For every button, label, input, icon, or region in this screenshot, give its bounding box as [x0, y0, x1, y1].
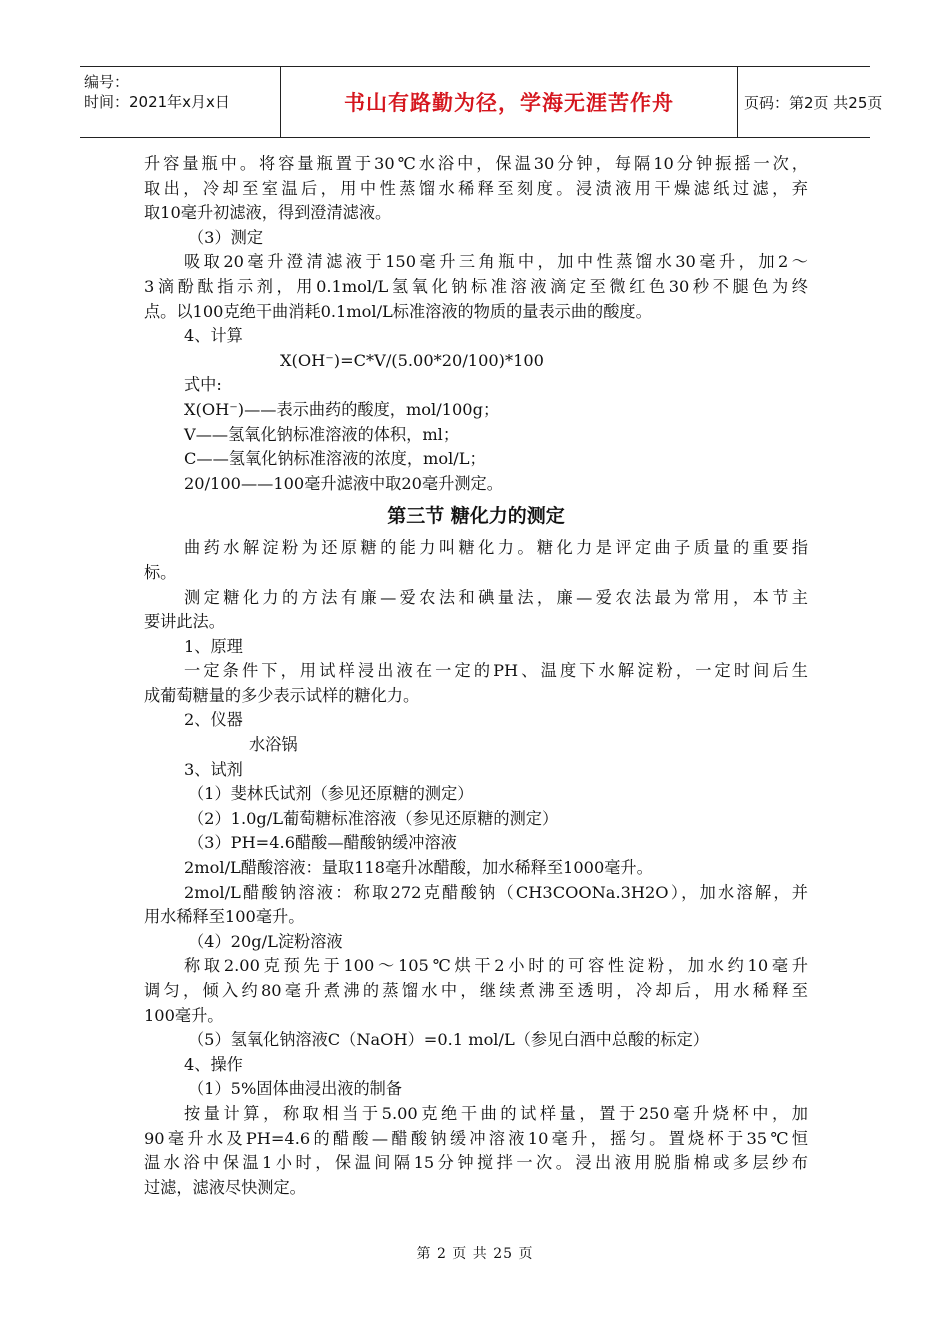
body-line: 测定糖化力的方法有廉—爱农法和碘量法，廉—爱农法最为常用，本节主	[184, 587, 808, 607]
body-line: 取出，冷却至室温后，用中性蒸馏水稀释至刻度。浸渍液用干燥滤纸过滤，弃	[144, 178, 808, 198]
body-line: 要讲此法。	[144, 612, 225, 632]
section-heading: 1、原理	[184, 636, 243, 656]
body-line: 称取2.00克预先于100～105℃烘干2小时的可容性淀粉，加水约10毫升	[184, 956, 808, 976]
body-line: 标。	[144, 562, 177, 582]
body-line: X(OH⁻)——表示曲药的酸度，mol/100g；	[184, 399, 500, 419]
body-line: 100毫升。	[144, 1005, 224, 1025]
body-line: 一定条件下，用试样浸出液在一定的PH、温度下水解淀粉，一定时间后生	[184, 661, 808, 681]
body-line: 曲药水解淀粉为还原糖的能力叫糖化力。糖化力是评定曲子质量的重要指	[184, 538, 808, 558]
body-line: 水浴锅	[249, 735, 298, 755]
header-number-label: 编号：	[84, 73, 130, 91]
section-heading: （3）测定	[188, 227, 264, 247]
body-line: 90毫升水及PH=4.6的醋酸—醋酸钠缓冲溶液10毫升，摇匀。置烧杯于35℃恒	[144, 1128, 808, 1148]
body-line: C——氢氧化钠标准溶液的浓度，mol/L；	[184, 449, 486, 469]
body-line: 式中:	[184, 375, 222, 395]
page-header	[80, 66, 883, 138]
section-heading: 4、操作	[184, 1054, 243, 1074]
body-line: 2mol/L醋酸溶液：量取118毫升冰醋酸，加水稀释至1000毫升。	[184, 858, 653, 878]
header-meta	[80, 67, 280, 137]
page-footer: 第 2 页 共 25 页	[416, 1246, 534, 1262]
body-line: 成葡萄糖量的多少表示试样的糖化力。	[144, 685, 420, 705]
section-heading: 2、仪器	[184, 710, 243, 730]
body-line: 20/100——100毫升滤液中取20毫升测定。	[184, 473, 503, 493]
header-time-label: 时间：2021年x月x日	[84, 93, 230, 111]
body-line: 过滤，滤液尽快测定。	[144, 1177, 306, 1197]
body-line: （3）PH=4.6醋酸—醋酸钠缓冲溶液	[188, 833, 457, 853]
body-line: 用水稀释至100毫升。	[144, 907, 305, 927]
body-line: 3滴酚酞指示剂，用0.1mol/L氢氧化钠标准溶液滴定至微红色30秒不腿色为终	[144, 276, 808, 296]
body-line: （2）1.0g/L葡萄糖标准溶液（参见还原糖的测定）	[188, 808, 559, 828]
header-motto: 书山有路勤为径，学海无涯苦作舟	[280, 67, 738, 137]
body-line: 取10毫升初滤液，得到澄清滤液。	[144, 203, 392, 223]
section-heading: 3、试剂	[184, 759, 243, 779]
body-line: V——氢氧化钠标准溶液的体积，ml；	[184, 424, 460, 444]
body-line: （1）斐林氏试剂（参见还原糖的测定）	[188, 784, 474, 804]
body-line: 点。以100克绝干曲消耗0.1mol/L标准溶液的物质的量表示曲的酸度。	[144, 301, 652, 321]
body-line: 吸取20毫升澄清滤液于150毫升三角瓶中，加中性蒸馏水30毫升，加2～	[184, 252, 808, 272]
formula: X(OH⁻)=C*V/(5.00*20/100)*100	[280, 350, 544, 370]
body-line: （4）20g/L淀粉溶液	[188, 931, 343, 951]
header-page-info: 页码：第2页 共25页	[744, 93, 883, 112]
body-line: 调匀，倾入约80毫升煮沸的蒸馏水中，继续煮沸至透明，冷却后，用水稀释至	[144, 981, 808, 1000]
section-heading: 4、计算	[184, 326, 243, 346]
body-line: （5）氢氧化钠溶液C（NaOH）=0.1 mol/L（参见白酒中总酸的标定）	[188, 1030, 709, 1050]
body-line: 按量计算，称取相当于5.00克绝干曲的试样量，置于250毫升烧杯中，加	[184, 1103, 808, 1123]
body-line: 2mol/L醋酸钠溶液：称取272克醋酸钠（CH3COONa.3H2O），加水溶解，并	[184, 882, 808, 902]
section-title: 第三节 糖化力的测定	[387, 505, 565, 528]
document-body	[144, 152, 808, 1200]
body-line: 温水浴中保温1小时，保温间隔15分钟搅拌一次。浸出液用脱脂棉或多层纱布	[144, 1153, 808, 1173]
body-line: （1）5%固体曲浸出液的制备	[188, 1079, 403, 1099]
body-line: 升容量瓶中。将容量瓶置于30℃水浴中，保温30分钟，每隔10分钟振摇一次，	[144, 154, 808, 173]
